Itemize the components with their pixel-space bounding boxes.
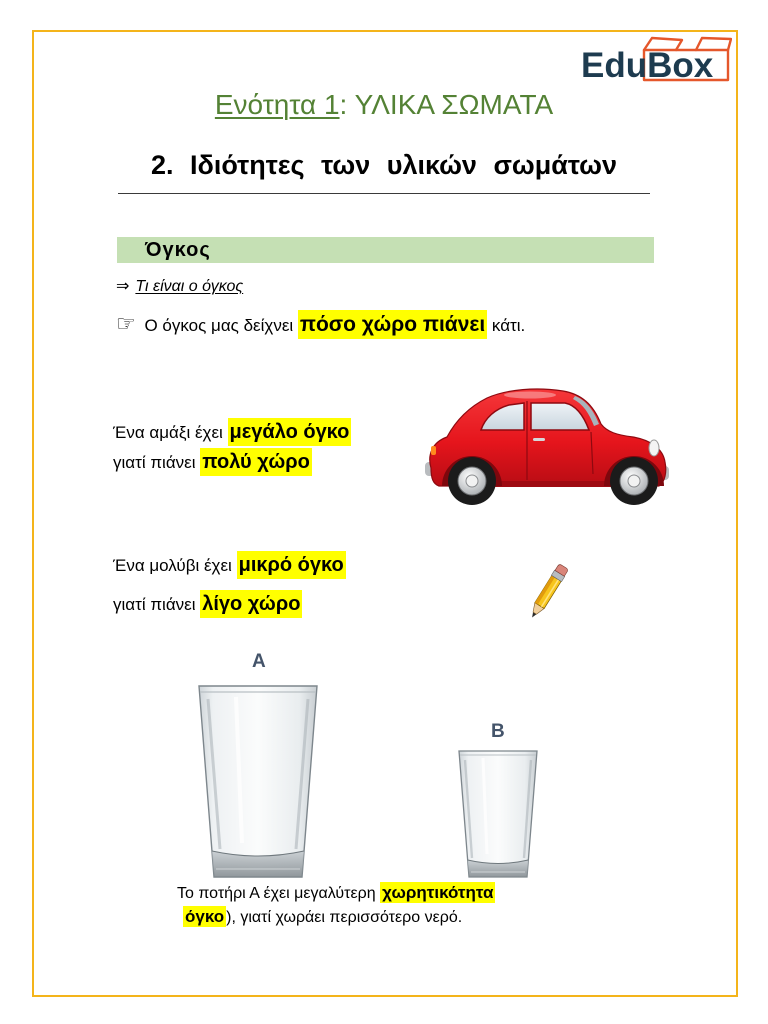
glass-a-illustration: [196, 683, 320, 881]
example-highlight: μικρό όγκο: [237, 551, 346, 579]
logo-text: [581, 46, 714, 83]
caption-line-1: [177, 881, 495, 905]
glass-b-label: B: [491, 721, 505, 742]
question-line: [116, 274, 243, 299]
rear-wheel: [448, 457, 496, 505]
headlight: [649, 440, 659, 456]
pencil-example-line-2: [113, 589, 302, 619]
caption-highlight-volume: όγκο: [185, 907, 225, 926]
unit-name: ΥΛΙΚΑ ΣΩΜΑΤΑ: [354, 89, 554, 120]
example-prefix: Ένα αμάξι έχει: [113, 423, 223, 442]
glass-a-body: [199, 686, 317, 877]
title-divider: [118, 193, 650, 194]
caption-prefix: Το ποτήρι Α έχει μεγαλύτερη: [177, 885, 376, 902]
example-prefix: γιατί πιάνει: [113, 453, 196, 472]
car-example-line-2: [113, 447, 312, 477]
caption-line-2: [183, 905, 462, 929]
lesson-title: 2. Ιδιότητες των υλικών σωμάτων: [151, 150, 617, 180]
section-heading-bar: [117, 237, 654, 263]
question-text: Τι είναι ο όγκος: [135, 278, 244, 295]
glass-b-illustration: [456, 748, 540, 881]
car-example-line-1: [113, 417, 351, 447]
caption-highlight-capacity: χωρητικότητα: [382, 883, 494, 902]
logo-text-edu: Edu: [581, 46, 648, 83]
car-illustration: [425, 382, 669, 506]
tail-light: [431, 446, 436, 455]
unit-title: [0, 88, 768, 122]
logo-text-box: Box: [647, 46, 714, 83]
pencil-illustration: [526, 561, 570, 623]
edubox-logo: [578, 33, 732, 83]
glass-a-label: A: [252, 651, 266, 672]
running-board: [495, 481, 611, 487]
definition-suffix: κάτι.: [491, 316, 526, 335]
definition-highlight: πόσο χώρο πιάνει: [298, 310, 487, 339]
definition-prefix: Ο όγκος μας δείχνει: [144, 316, 294, 335]
example-highlight: μεγάλο όγκο: [228, 418, 352, 446]
caption-suffix: ), γιατί χωράει περισσότερο νερό.: [226, 909, 463, 926]
example-prefix: γιατί πιάνει: [113, 595, 196, 614]
front-wheel: [610, 457, 658, 505]
door-handle: [533, 438, 545, 441]
unit-label: Ενότητα 1: [214, 89, 340, 120]
definition-line: [116, 310, 525, 340]
example-prefix: Ένα μολύβι έχει: [113, 556, 232, 575]
glass-b-body: [459, 751, 537, 877]
example-highlight: πολύ χώρο: [200, 448, 312, 476]
pencil-example-line-1: [113, 550, 346, 580]
section-heading: Όγκος: [145, 239, 211, 261]
example-highlight: λίγο χώρο: [200, 590, 302, 618]
double-arrow-icon: ⇒: [116, 276, 130, 295]
pointing-hand-icon: ☞: [116, 312, 136, 337]
unit-separator: :: [339, 89, 348, 120]
